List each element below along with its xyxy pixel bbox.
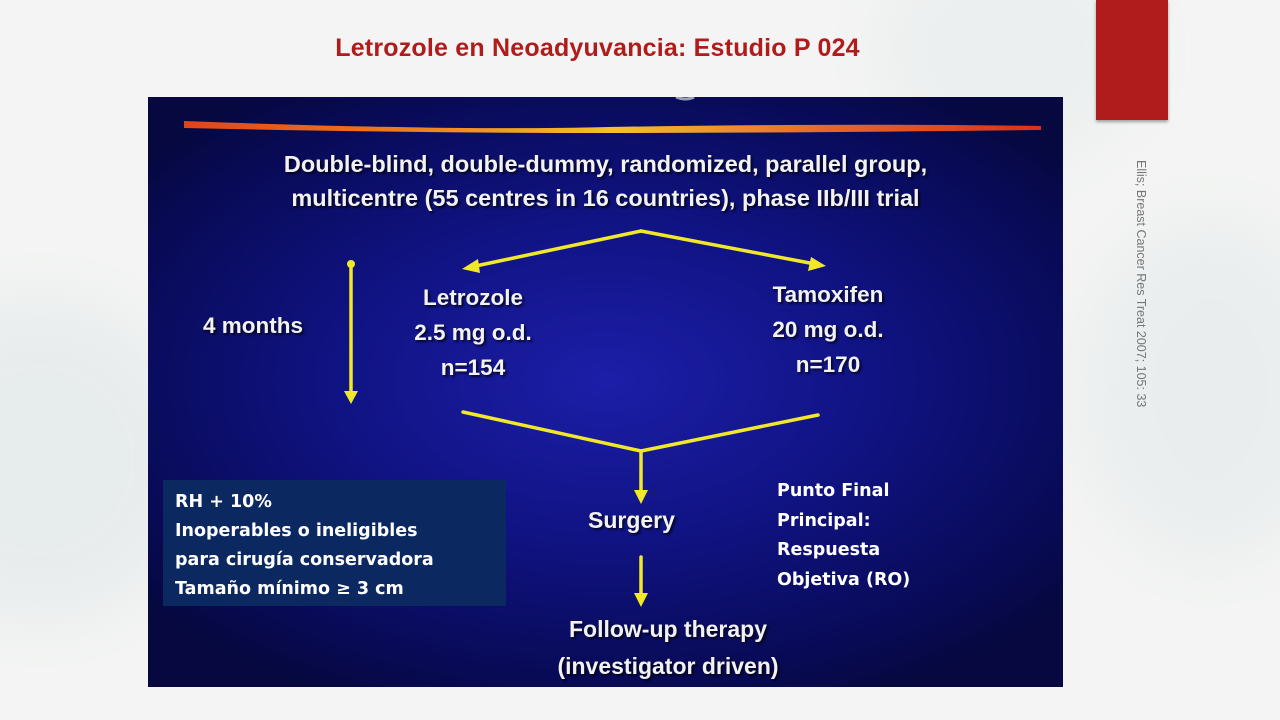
page-title: Letrozole en Neoadyuvancia: Estudio P 024 <box>335 34 860 62</box>
followup-line: (investigator driven) <box>557 653 779 679</box>
duration-label: 4 months <box>203 313 304 338</box>
endpoint-line: Respuesta <box>777 540 881 560</box>
arm-dose: 2.5 mg o.d. <box>414 320 532 345</box>
arm-drug: Letrozole <box>422 285 523 310</box>
decorative-ribbon <box>184 121 1041 133</box>
trial-design-line: Double-blind, double-dummy, randomized, parallel group, <box>283 151 928 177</box>
criteria-line: RH + 10% <box>175 492 272 512</box>
primary-endpoint-text <box>777 477 910 595</box>
top-ribbon-mark <box>676 97 694 99</box>
followup-line: Follow-up therapy <box>568 616 768 642</box>
surgery-arrow-head <box>634 593 648 607</box>
followup-text <box>508 611 828 685</box>
endpoint-line: Punto Final <box>777 481 890 501</box>
arm-n: n=170 <box>795 352 861 377</box>
inclusion-criteria-box <box>163 480 506 606</box>
endpoint-line: Objetiva (RO) <box>777 569 911 590</box>
criteria-line: Tamaño mínimo ≥ 3 cm <box>175 579 404 599</box>
merge-line-right <box>641 415 818 451</box>
criteria-line: Inoperables o ineligibles <box>175 521 418 541</box>
surgery-label: Surgery <box>588 507 675 533</box>
merge-arrow-head <box>634 490 648 504</box>
citation-text: Ellis; Breast Cancer Res Treat 2007; 105: 33 <box>1134 160 1148 408</box>
arm-n: n=154 <box>440 355 506 380</box>
arrow-head-left <box>462 259 480 273</box>
duration-start-dot <box>347 260 355 268</box>
arrow-head-right <box>808 257 826 271</box>
arm-letrozole <box>383 280 563 385</box>
background-blob <box>1080 220 1280 560</box>
arm-drug: Tamoxifen <box>772 282 884 307</box>
duration-arrow-head <box>344 391 358 404</box>
trial-design-text <box>148 147 1063 215</box>
merge-line-left <box>463 412 641 451</box>
endpoint-line: Principal: <box>777 510 871 531</box>
branch-line-right <box>641 231 815 264</box>
trial-design-line: multicentre (55 centres in 16 countries), phase IIb/III trial <box>291 185 920 211</box>
arm-tamoxifen <box>738 277 918 382</box>
branch-line-left <box>471 231 641 267</box>
criteria-line: para cirugía conservadora <box>175 550 434 570</box>
arm-dose: 20 mg o.d. <box>772 317 884 342</box>
